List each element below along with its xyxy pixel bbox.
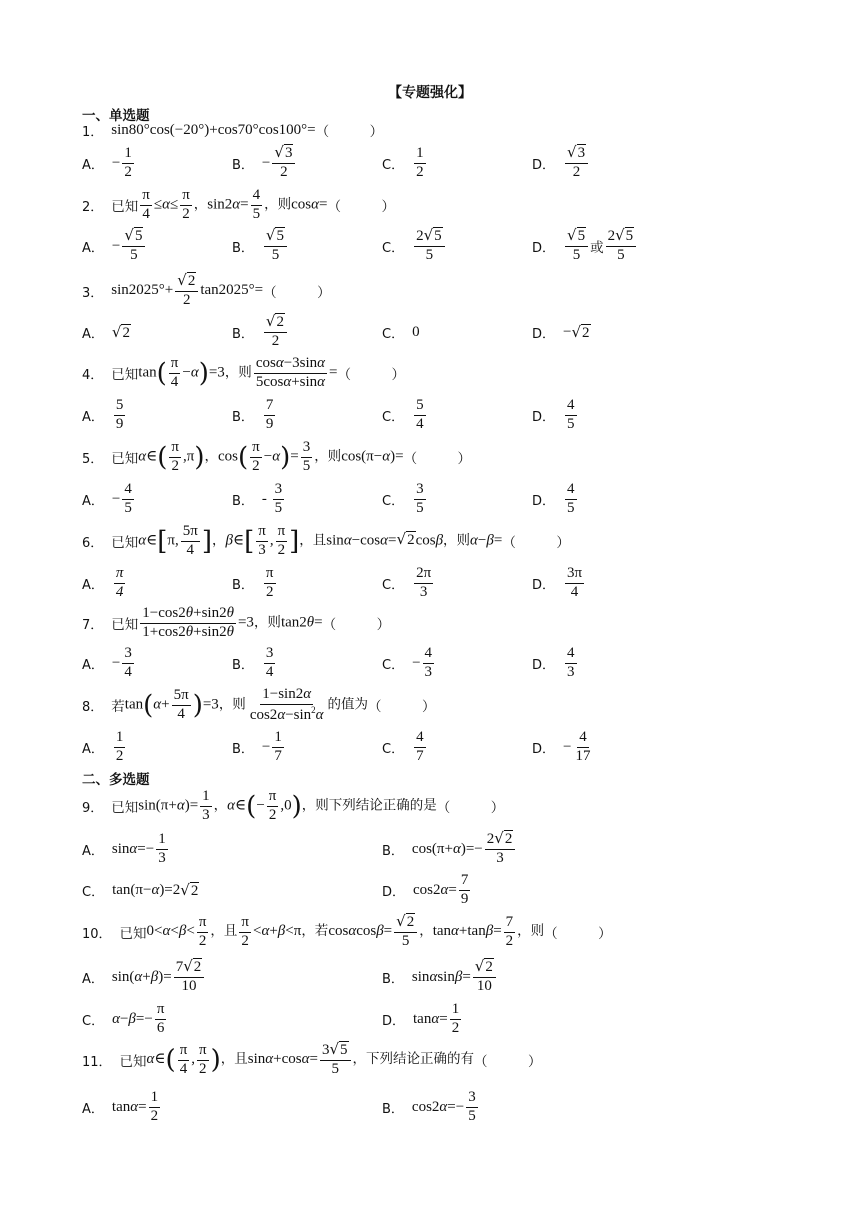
question-stem: $\frac{1-\cos 2\theta+\sin 2\theta}{1+\cos 2\theta+\sin 2\theta}$ =3，则tan2θ=: [142, 604, 323, 640]
options-q9-cd: [82, 873, 782, 907]
options-q9-ab: [82, 829, 782, 866]
option-b: B． 7 9: [232, 396, 274, 432]
question-3: 3． sin2025°+ $\frac{√2}{2}$ tan2025°= （ ）: [82, 271, 331, 308]
question-8: 8． 若 tan(α+ $\frac{5\pi}{4}$ )=3，则 $\frac{1-\sin 2\alpha}{\cos 2\alpha-\sin^2\alpha}$ 的值为 （ ）: [82, 685, 436, 723]
option-b: B． π 2: [232, 564, 274, 600]
option-b: B． - 3 5: [232, 480, 283, 516]
option-d: D． √3 2: [532, 146, 590, 180]
option-d: D． 4 5: [532, 396, 575, 432]
option-d: D． cos2 α = 7 9: [382, 871, 469, 907]
option-c: C． 5 4: [382, 396, 424, 432]
page-title: 【专题强化】: [388, 85, 472, 101]
option-c: C． 1 2: [382, 144, 424, 180]
question-6: 6． 已知 α∈[π, $\frac{5\pi}{4}$ ]，β∈[ $\frac{\pi}{3}$ , $\frac{\pi}{2}$ ]，且sinα−cosα=√2cosβ，则α−β= （ ）: [82, 522, 570, 558]
option-c: C． − 4 3: [382, 644, 433, 680]
question-stem: α∈( $\frac{\pi}{2}$ ,π)，cos( $\frac{\pi}{2}$ −α)= $\frac{3}{5}$ ，则cos(π−α)=: [138, 438, 404, 474]
option-a: A． − 1 2: [82, 144, 132, 180]
options-q6: [82, 566, 782, 600]
question-number: 1．: [82, 124, 104, 140]
option-a: A． − 4 5: [82, 480, 132, 516]
answer-blank: （ ）: [263, 285, 331, 301]
option-c: C． 3 5: [382, 480, 424, 516]
question-stem: sin2025°+ $\frac{√2}{2}$ tan2025°=: [111, 271, 264, 308]
option-a: A． 5 9: [82, 396, 124, 432]
answer-blank: （ ）: [368, 699, 436, 715]
question-stem: sin80°cos(−20°)+cos70°cos100°=: [111, 121, 316, 138]
answer-blank: （ ）: [327, 199, 395, 215]
options-q10-cd: [82, 1002, 782, 1036]
options-q4: [82, 398, 782, 432]
question-9: 9． 已知 sin(π+α)= $\frac{1}{3}$ ，α∈(− $\frac{\pi}{2}$ ,0)，则下列结论正确的是 （ ）: [82, 787, 505, 823]
option-d: D． 4 3: [532, 644, 575, 680]
question-5: 5． 已知 α∈( $\frac{\pi}{2}$ ,π)，cos( $\frac{\pi}{2}$ −α)= $\frac{3}{5}$ ，则cos(π−α)= （ ）: [82, 438, 472, 474]
question-stem: $\frac{\pi}{4}$ ≤α≤ $\frac{\pi}{2}$ ，sin2α= $\frac{4}{5}$ ，则cosα=: [142, 186, 328, 222]
question-stem: sin(π+α)= $\frac{1}{3}$ ，α∈(− $\frac{\pi}{2}$ ,0)，则下列结论正确的是: [138, 787, 437, 823]
option-d: D． 3π 4: [532, 564, 583, 600]
options-q7: [82, 646, 782, 680]
option-a: A． √2: [82, 322, 130, 342]
options-q8: [82, 730, 782, 764]
answer-blank: （ ）: [322, 617, 391, 633]
question-11: 11． 已知 α∈( $\frac{\pi}{4}$ , $\frac{\pi}{2}$ )，且sinα+cosα= $\frac{3√5}{5}$ ，下列结论正确的有 （ ）: [82, 1040, 542, 1077]
section-heading-multiple-choice: 二、多选题: [82, 772, 150, 788]
option-c: C． 4 7: [382, 728, 424, 764]
question-stem: tan( $\frac{\pi}{4}$ −α)=3，则 $\frac{\cos\alpha-3\sin\alpha}{5\cos\alpha+\sin\alpha}$ =: [138, 354, 338, 390]
option-d: D． − √2: [532, 322, 590, 342]
question-2: 2． 已知 $\frac{\pi}{4}$ ≤α≤ $\frac{\pi}{2}$ ，sin2α= $\frac{4}{5}$ ，则cosα= （ ）: [82, 186, 395, 222]
options-q3: [82, 312, 782, 349]
answer-blank: （ ）: [337, 367, 405, 383]
question-7: 7． 已知 $\frac{1-\cos 2\theta+\sin 2\theta}{1+\cos 2\theta+\sin 2\theta}$ =3，则tan2θ= （ ）: [82, 604, 391, 640]
option-a: A． π 4: [82, 564, 124, 600]
option-d: D． √5 5 或 2√5 5: [532, 229, 638, 263]
option-c: C． 0: [382, 323, 420, 342]
option-b: B． 3 4: [232, 644, 274, 680]
option-a: A． tan α = 1 2: [82, 1088, 159, 1124]
options-q11-ab: [82, 1090, 782, 1124]
option-a: A． − 3 4: [82, 644, 132, 680]
section-heading-single-choice: 一、单选题: [82, 108, 150, 124]
option-c: C． α − β =− π 6: [82, 1000, 165, 1036]
answer-blank: （ ）: [436, 800, 505, 816]
option-d: D． 4 5: [532, 480, 575, 516]
option-a: A． sin α =− 1 3: [82, 830, 166, 866]
option-b: B． cos(π+ α )=− 2√2 3: [382, 832, 517, 866]
option-b: B． √2 2: [232, 315, 289, 349]
option-b: B． √5 5: [232, 229, 289, 263]
question-stem: tan(α+ $\frac{5\pi}{4}$ )=3，则 $\frac{1-\sin 2\alpha}{\cos 2\alpha-\sin^2\alpha}$ 的值为: [124, 685, 369, 723]
option-a: A． sin( α + β )= 7√2 10: [82, 960, 206, 994]
question-4: 4． 已知 tan( $\frac{\pi}{4}$ −α)=3，则 $\frac{\cos\alpha-3\sin\alpha}{5\cos\alpha+\sin\alpha}$ = （ ）: [82, 354, 405, 390]
answer-blank: （ ）: [403, 451, 472, 467]
question-10: 10． 已知 0<α<β< $\frac{\pi}{2}$ ，且 $\frac{\pi}{2}$ <α+β<π，若cosαcosβ= $\frac{√2}{5}$ ，tanα+tanβ= $\frac{7}{2}$ ，则 （ ）: [82, 912, 612, 949]
options-q5: [82, 482, 782, 516]
option-b: B． − √3 2: [232, 146, 297, 180]
answer-blank: （ ）: [502, 535, 570, 551]
option-d: D． tan α = 1 2: [382, 1000, 460, 1036]
question-1: [82, 115, 383, 145]
option-b: B． sin α sin β = √2 10: [382, 960, 498, 994]
option-a: A． 1 2: [82, 728, 124, 764]
option-a: A． − √5 5: [82, 229, 147, 263]
question-stem: α∈[π, $\frac{5\pi}{4}$ ]，β∈[ $\frac{\pi}{3}$ , $\frac{\pi}{2}$ ]，且sinα−cosα=√2cosβ，则α−β=: [138, 522, 503, 558]
option-d: D． − 4 17: [532, 728, 591, 764]
option-b: B． − 1 7: [232, 728, 282, 764]
answer-blank: （ ）: [474, 1054, 542, 1070]
option-c: C． tan(π− α )=2 √2: [82, 880, 199, 900]
options-q2: [82, 226, 782, 263]
options-q1: [82, 143, 782, 180]
option-c: C． 2√5 5: [382, 229, 447, 263]
option-c: C． 2π 3: [382, 564, 432, 600]
question-stem: 0<α<β< $\frac{\pi}{2}$ ，且 $\frac{\pi}{2}$ <α+β<π，若cosαcosβ= $\frac{√2}{5}$ ，tanα+tanβ= $\frac{7}{2}$ ，则: [146, 912, 545, 949]
question-stem: α∈( $\frac{\pi}{4}$ , $\frac{\pi}{2}$ )，且sinα+cosα= $\frac{3√5}{5}$ ，下列结论正确的有: [146, 1040, 475, 1077]
option-b: B． cos2 α =− 3 5: [382, 1088, 476, 1124]
answer-blank: （ ）: [315, 124, 384, 140]
options-q10-ab: [82, 957, 782, 994]
answer-blank: （ ）: [544, 926, 612, 942]
